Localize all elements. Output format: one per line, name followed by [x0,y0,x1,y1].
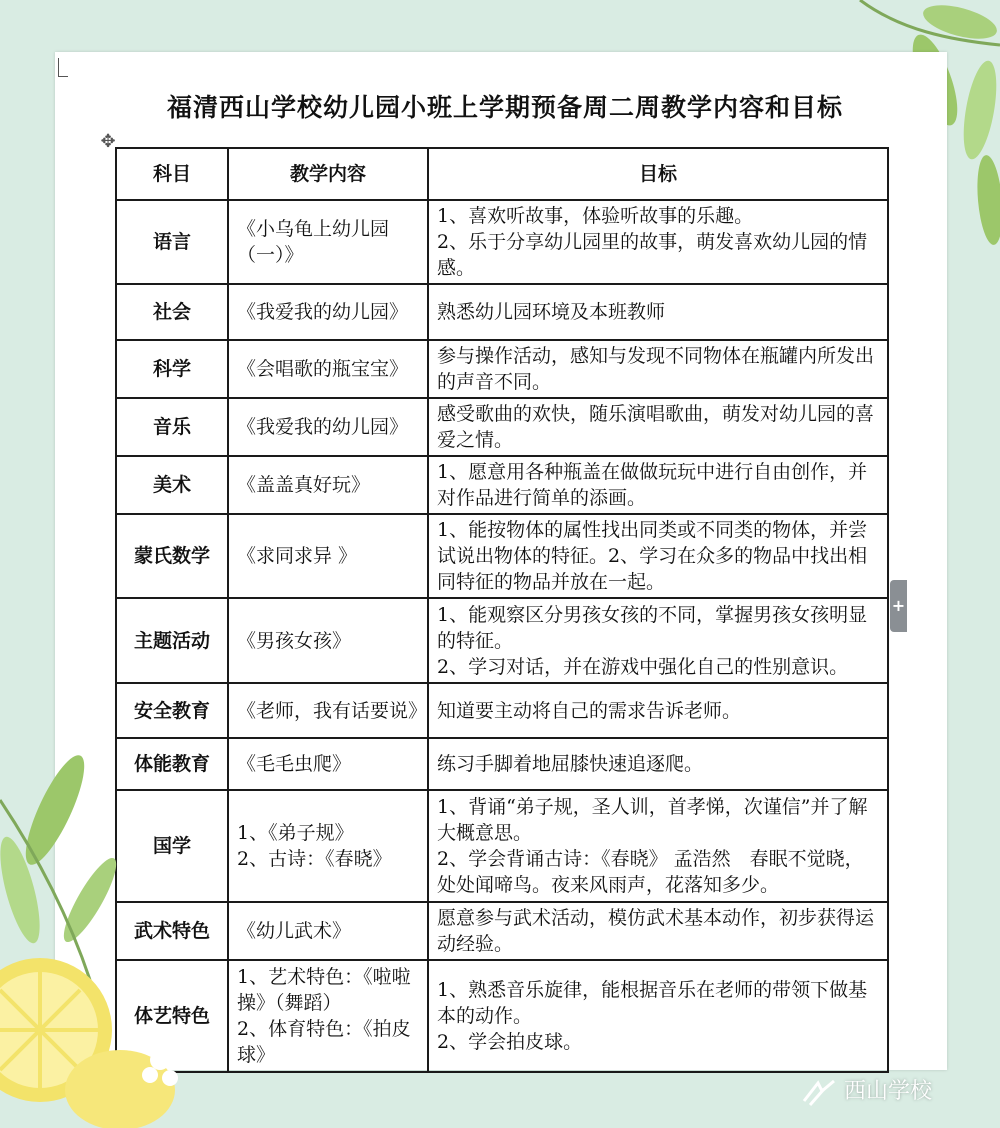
table-row [116,960,888,1072]
subject-cell: 语言 [116,200,228,284]
subject-cell: 体能教育 [116,738,228,790]
table-row [116,738,888,790]
goal-cell: 1、能按物体的属性找出同类或不同类的物体，并尝试说出物体的特征。2、学习在众多的物品中找出相同特征的物品并放在一起。 [428,514,888,598]
table-row [116,456,888,514]
subject-cell: 主题活动 [116,598,228,683]
watermark-logo-icon [800,1077,840,1107]
subject-cell: 社会 [116,284,228,340]
teaching-plan-table [115,147,889,1073]
subject-cell: 体艺特色 [116,960,228,1072]
goal-cell: 知道要主动将自己的需求告诉老师。 [428,683,888,738]
subject-cell: 音乐 [116,398,228,456]
content-cell: 《幼儿武术》 [228,902,428,960]
header-content: 教学内容 [228,148,428,200]
table-row [116,284,888,340]
goal-cell: 练习手脚着地屈膝快速追逐爬。 [428,738,888,790]
goal-cell: 感受歌曲的欢快，随乐演唱歌曲，萌发对幼儿园的喜爱之情。 [428,398,888,456]
goal-cell: 1、背诵“弟子规，圣人训，首孝悌，次谨信”并了解大概意思。 2、学会背诵古诗：《春晓》 孟浩然 春眠不觉晓，处处闻啼鸟。夜来风雨声，花落知多少。 [428,790,888,902]
table-row [116,398,888,456]
table-row [116,790,888,902]
page-title: 福清西山学校幼儿园小班上学期预备周二周教学内容和目标 [166,93,843,122]
header-subject: 科目 [116,148,228,200]
move-icon[interactable]: ✥ [100,131,116,152]
page-corner-mark [58,58,68,77]
goal-cell: 参与操作活动，感知与发现不同物体在瓶罐内所发出的声音不同。 [428,340,888,398]
header-goal: 目标 [428,148,888,200]
table-row [116,598,888,683]
subject-cell: 国学 [116,790,228,902]
content-cell: 《我爱我的幼儿园》 [228,284,428,340]
content-cell: 《毛毛虫爬》 [228,738,428,790]
subject-cell: 武术特色 [116,902,228,960]
content-cell: 《男孩女孩》 [228,598,428,683]
content-cell: 《我爱我的幼儿园》 [228,398,428,456]
content-cell: 1、艺术特色：《啦啦操》（舞蹈） 2、体育特色：《拍皮球》 [228,960,428,1072]
school-watermark [800,1072,932,1112]
content-cell: 1、《弟子规》 2、古诗：《春晓》 [228,790,428,902]
plus-icon[interactable]: + [890,580,907,632]
table-row [116,340,888,398]
table-row [116,683,888,738]
table-header-row [116,148,888,200]
content-cell: 《小乌龟上幼儿园（一）》 [228,200,428,284]
goal-cell: 1、能观察区分男孩女孩的不同，掌握男孩女孩明显的特征。 2、学习对话，并在游戏中强化自己的性别意识。 [428,598,888,683]
content-cell: 《会唱歌的瓶宝宝》 [228,340,428,398]
goal-cell: 1、熟悉音乐旋律，能根据音乐在老师的带领下做基本的动作。 2、学会拍皮球。 [428,960,888,1072]
goal-cell: 熟悉幼儿园环境及本班教师 [428,284,888,340]
content-cell: 《求同求异 》 [228,514,428,598]
watermark-text: 西山学校 [844,1079,933,1104]
goal-cell: 1、愿意用各种瓶盖在做做玩玩中进行自由创作，并对作品进行简单的添画。 [428,456,888,514]
subject-cell: 安全教育 [116,683,228,738]
content-cell: 《盖盖真好玩》 [228,456,428,514]
content-cell: 《老师，我有话要说》 [228,683,428,738]
goal-cell: 愿意参与武术活动，模仿武术基本动作，初步获得运动经验。 [428,902,888,960]
subject-cell: 蒙氏数学 [116,514,228,598]
table-row [116,902,888,960]
subject-cell: 科学 [116,340,228,398]
subject-cell: 美术 [116,456,228,514]
table-row [116,514,888,598]
goal-cell: 1、喜欢听故事，体验听故事的乐趣。 2、乐于分享幼儿园里的故事，萌发喜欢幼儿园的情感。 [428,200,888,284]
table-row [116,200,888,284]
